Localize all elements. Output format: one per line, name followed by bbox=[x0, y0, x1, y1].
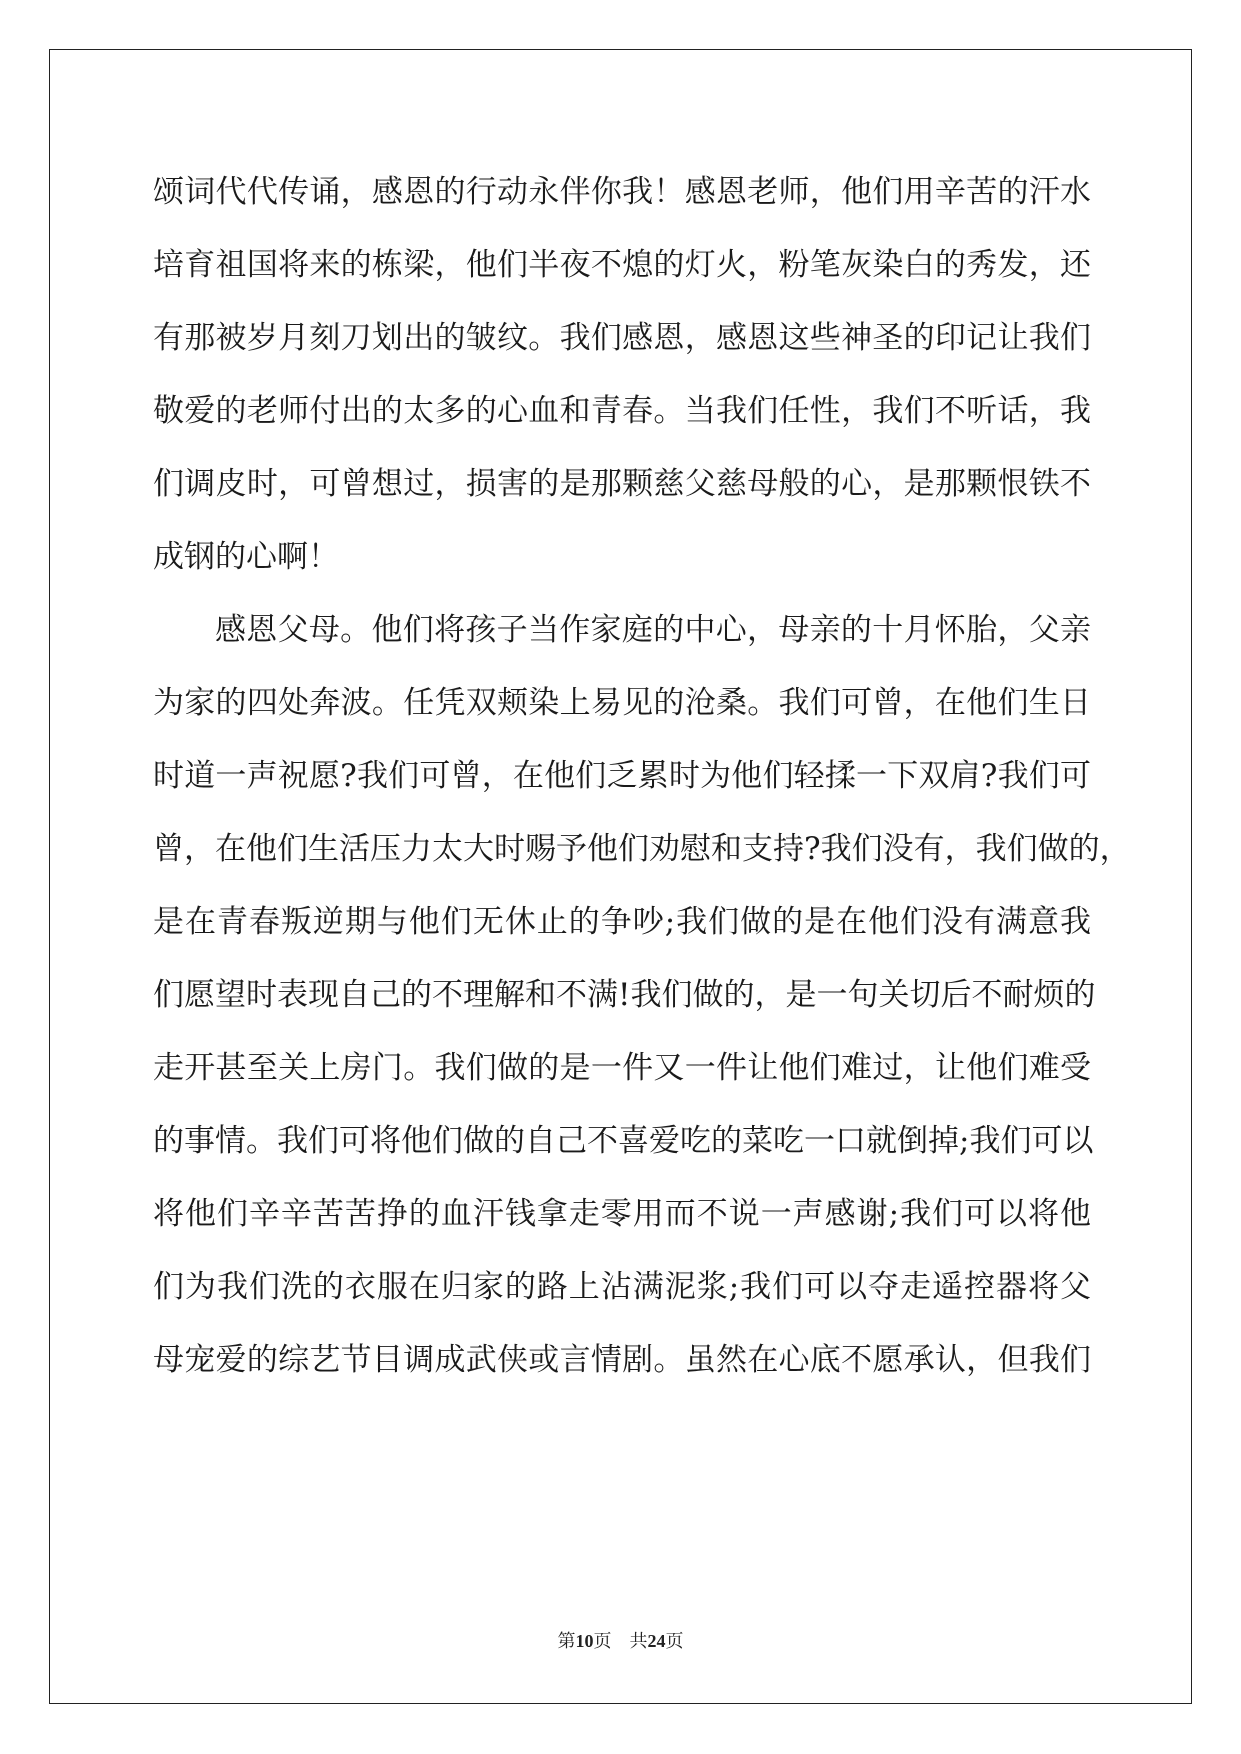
total-prefix: 共 bbox=[629, 1631, 648, 1651]
text-line: 是在青春叛逆期与他们无休止的争吵;我们做的是在他们没有满意我 bbox=[153, 904, 1091, 940]
text-line: 的事情。我们可将他们做的自己不喜爱吃的菜吃一口就倒掉;我们可以 bbox=[153, 1123, 1094, 1159]
text-line: 培育祖国将来的栋梁，他们半夜不熄的灯火，粉笔灰染白的秀发，还 bbox=[153, 247, 1091, 283]
text-line: 走开甚至关上房门。我们做的是一件又一件让他们难过，让他们难受 bbox=[153, 1050, 1091, 1086]
text-line: 时道一声祝愿?我们可曾，在他们乏累时为他们轻揉一下双肩?我们可 bbox=[153, 758, 1091, 794]
text-line: 有那被岁月刻刀划出的皱纹。我们感恩，感恩这些神圣的印记让我们 bbox=[153, 320, 1091, 356]
text-line: 颂词代代传诵，感恩的行动永伴你我！感恩老师，他们用辛苦的汗水 bbox=[153, 174, 1091, 210]
document-body bbox=[153, 156, 1131, 1397]
page-prefix: 第 bbox=[557, 1631, 576, 1651]
text-line: 将他们辛辛苦苦挣的血汗钱拿走零用而不说一声感谢;我们可以将他 bbox=[153, 1196, 1091, 1232]
page-footer bbox=[0, 1627, 1241, 1653]
total-pages: 24 bbox=[647, 1631, 666, 1651]
text-line: 成钢的心啊！ bbox=[153, 539, 339, 575]
page-suffix: 页 bbox=[593, 1631, 612, 1651]
text-line: 们调皮时，可曾想过，损害的是那颗慈父慈母般的心，是那颗恨铁不 bbox=[153, 466, 1091, 502]
text-line: 曾，在他们生活压力太大时赐予他们劝慰和支持?我们没有，我们做的， bbox=[153, 831, 1131, 867]
text-line: 敬爱的老师付出的太多的心血和青春。当我们任性，我们不听话，我 bbox=[153, 393, 1091, 429]
text-line: 为家的四处奔波。任凭双颊染上易见的沧桑。我们可曾，在他们生日 bbox=[153, 685, 1091, 721]
text-line: 们为我们洗的衣服在归家的路上沾满泥浆;我们可以夺走遥控器将父 bbox=[153, 1269, 1091, 1305]
text-line: 母宠爱的综艺节目调成武侠或言情剧。虽然在心底不愿承认，但我们 bbox=[153, 1342, 1091, 1378]
page-number: 10 bbox=[575, 1631, 594, 1651]
total-suffix: 页 bbox=[665, 1631, 684, 1651]
text-line: 们愿望时表现自己的不理解和不满!我们做的，是一句关切后不耐烦的 bbox=[153, 977, 1096, 1013]
text-line: 感恩父母。他们将孩子当作家庭的中心，母亲的十月怀胎，父亲 bbox=[215, 612, 1091, 648]
